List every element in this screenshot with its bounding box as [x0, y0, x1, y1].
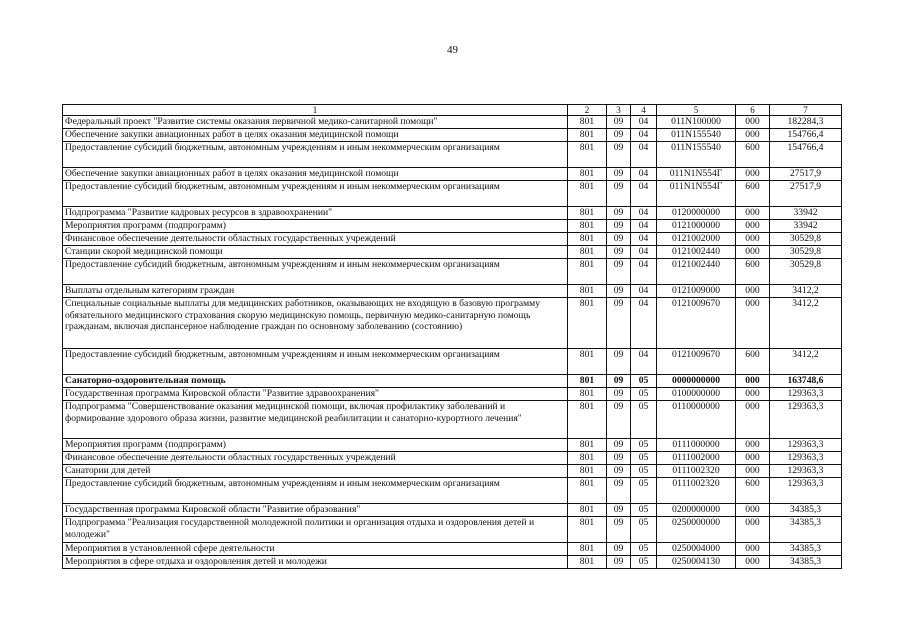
- division-code-cell: 09: [607, 297, 631, 348]
- table-row: [63, 503, 842, 516]
- expense-type-cell: 000: [736, 116, 770, 129]
- target-code-cell: 0111002320: [657, 477, 736, 503]
- amount-cell: 163748,6: [770, 374, 842, 387]
- header-row: [63, 105, 842, 116]
- section-code-cell: 801: [568, 348, 607, 374]
- table-row: [63, 116, 842, 129]
- table-row: [63, 374, 842, 387]
- row-name-cell: Выплаты отдельным категориям граждан: [63, 284, 568, 297]
- expense-type-cell: 000: [736, 219, 770, 232]
- target-code-cell: 011N1N554Г: [657, 180, 736, 206]
- subdivision-code-cell: 05: [631, 438, 657, 451]
- expense-type-cell: 000: [736, 516, 770, 542]
- division-code-cell: 09: [607, 167, 631, 180]
- target-code-cell: 0111002000: [657, 451, 736, 464]
- row-name-cell: Финансовое обеспечение деятельности областных государственных учреждений: [63, 232, 568, 245]
- subdivision-code-cell: 04: [631, 206, 657, 219]
- target-code-cell: 0121009000: [657, 284, 736, 297]
- table-row: [63, 141, 842, 167]
- target-code-cell: 011N1N554Г: [657, 167, 736, 180]
- target-code-cell: 0250000000: [657, 516, 736, 542]
- row-name-cell: Мероприятия программ (подпрограмм): [63, 438, 568, 451]
- table-row: [63, 555, 842, 568]
- division-code-cell: 09: [607, 516, 631, 542]
- division-code-cell: 09: [607, 387, 631, 400]
- expense-type-cell: 000: [736, 245, 770, 258]
- amount-cell: 129363,3: [770, 464, 842, 477]
- division-code-cell: 09: [607, 555, 631, 568]
- row-name-cell: Финансовое обеспечение деятельности областных государственных учреждений: [63, 451, 568, 464]
- amount-cell: 182284,3: [770, 116, 842, 129]
- division-code-cell: 09: [607, 206, 631, 219]
- target-code-cell: 0000000000: [657, 374, 736, 387]
- expense-type-cell: 600: [736, 477, 770, 503]
- target-code-cell: 0120000000: [657, 206, 736, 219]
- amount-cell: 3412,2: [770, 348, 842, 374]
- expense-type-cell: 000: [736, 542, 770, 555]
- division-code-cell: 09: [607, 542, 631, 555]
- table-body: [63, 116, 842, 569]
- table-row: [63, 128, 842, 141]
- target-code-cell: 0121009670: [657, 297, 736, 348]
- target-code-cell: 0250004000: [657, 542, 736, 555]
- table-row: [63, 284, 842, 297]
- row-name-cell: Подпрограмма "Реализация государственной молодежной политики и организация отдыха и оздоровления детей и молодежи": [63, 516, 568, 542]
- subdivision-code-cell: 05: [631, 542, 657, 555]
- target-code-cell: 0121002440: [657, 245, 736, 258]
- row-name-cell: Предоставление субсидий бюджетным, автономным учреждениям и иным некоммерческим организациям: [63, 348, 568, 374]
- row-name-cell: Предоставление субсидий бюджетным, автономным учреждениям и иным некоммерческим организациям: [63, 477, 568, 503]
- section-code-cell: 801: [568, 206, 607, 219]
- target-code-cell: 011N155540: [657, 141, 736, 167]
- target-code-cell: 0200000000: [657, 503, 736, 516]
- subdivision-code-cell: 04: [631, 284, 657, 297]
- expense-type-cell: 000: [736, 438, 770, 451]
- column-header: 7: [770, 105, 842, 116]
- target-code-cell: 0121009670: [657, 348, 736, 374]
- column-header: 2: [568, 105, 607, 116]
- section-code-cell: 801: [568, 232, 607, 245]
- section-code-cell: 801: [568, 477, 607, 503]
- amount-cell: 30529,8: [770, 245, 842, 258]
- amount-cell: 34385,3: [770, 542, 842, 555]
- amount-cell: 34385,3: [770, 516, 842, 542]
- target-code-cell: 0250004130: [657, 555, 736, 568]
- target-code-cell: 0100000000: [657, 387, 736, 400]
- subdivision-code-cell: 04: [631, 219, 657, 232]
- row-name-cell: Специальные социальные выплаты для медицинских работников, оказывающих не входящую в базовую программу обязательного медицинского страхования скорую медицинскую помощь, первичную медико-санитарную помощь гражданам, включая диспансерное наблюдение граждан по основному заболеванию (состоянию): [63, 297, 568, 348]
- table-row: [63, 206, 842, 219]
- section-code-cell: 801: [568, 219, 607, 232]
- division-code-cell: 09: [607, 284, 631, 297]
- division-code-cell: 09: [607, 219, 631, 232]
- target-code-cell: 0121002000: [657, 232, 736, 245]
- amount-cell: 129363,3: [770, 400, 842, 438]
- expense-type-cell: 600: [736, 258, 770, 284]
- table-row: [63, 258, 842, 284]
- page-number: 49: [447, 44, 458, 56]
- section-code-cell: 801: [568, 542, 607, 555]
- section-code-cell: 801: [568, 141, 607, 167]
- table-row: [63, 400, 842, 438]
- section-code-cell: 801: [568, 374, 607, 387]
- subdivision-code-cell: 05: [631, 374, 657, 387]
- row-name-cell: Федеральный проект "Развитие системы оказания первичной медико-санитарной помощи": [63, 116, 568, 129]
- subdivision-code-cell: 05: [631, 464, 657, 477]
- section-code-cell: 801: [568, 128, 607, 141]
- section-code-cell: 801: [568, 503, 607, 516]
- subdivision-code-cell: 04: [631, 245, 657, 258]
- section-code-cell: 801: [568, 167, 607, 180]
- division-code-cell: 09: [607, 451, 631, 464]
- row-name-cell: Подпрограмма "Развитие кадровых ресурсов в здравоохранении": [63, 206, 568, 219]
- section-code-cell: 801: [568, 116, 607, 129]
- row-name-cell: Мероприятия программ (подпрограмм): [63, 219, 568, 232]
- division-code-cell: 09: [607, 245, 631, 258]
- expense-type-cell: 000: [736, 297, 770, 348]
- expense-type-cell: 600: [736, 141, 770, 167]
- expense-type-cell: 000: [736, 374, 770, 387]
- expense-type-cell: 000: [736, 206, 770, 219]
- amount-cell: 129363,3: [770, 451, 842, 464]
- expense-type-cell: 000: [736, 167, 770, 180]
- subdivision-code-cell: 04: [631, 116, 657, 129]
- expense-type-cell: 000: [736, 464, 770, 477]
- expense-type-cell: 000: [736, 284, 770, 297]
- expense-type-cell: 600: [736, 348, 770, 374]
- table-row: [63, 438, 842, 451]
- target-code-cell: 011N155540: [657, 128, 736, 141]
- section-code-cell: 801: [568, 180, 607, 206]
- table-row: [63, 297, 842, 348]
- amount-cell: 3412,2: [770, 284, 842, 297]
- subdivision-code-cell: 05: [631, 451, 657, 464]
- amount-cell: 129363,3: [770, 387, 842, 400]
- column-header: 5: [657, 105, 736, 116]
- row-name-cell: Санаторно-оздоровительная помощь: [63, 374, 568, 387]
- division-code-cell: 09: [607, 438, 631, 451]
- row-name-cell: Предоставление субсидий бюджетным, автономным учреждениям и иным некоммерческим организациям: [63, 180, 568, 206]
- expense-type-cell: 000: [736, 128, 770, 141]
- subdivision-code-cell: 05: [631, 503, 657, 516]
- amount-cell: 129363,3: [770, 438, 842, 451]
- table-row: [63, 180, 842, 206]
- section-code-cell: 801: [568, 387, 607, 400]
- table-row: [63, 348, 842, 374]
- division-code-cell: 09: [607, 477, 631, 503]
- section-code-cell: 801: [568, 297, 607, 348]
- expense-type-cell: 000: [736, 400, 770, 438]
- section-code-cell: 801: [568, 400, 607, 438]
- subdivision-code-cell: 05: [631, 516, 657, 542]
- section-code-cell: 801: [568, 245, 607, 258]
- expense-type-cell: 000: [736, 451, 770, 464]
- table-row: [63, 219, 842, 232]
- division-code-cell: 09: [607, 141, 631, 167]
- division-code-cell: 09: [607, 258, 631, 284]
- expense-type-cell: 000: [736, 555, 770, 568]
- target-code-cell: 0121000000: [657, 219, 736, 232]
- amount-cell: 154766,4: [770, 141, 842, 167]
- section-code-cell: 801: [568, 284, 607, 297]
- column-header: 1: [63, 105, 568, 116]
- row-name-cell: Мероприятия в сфере отдыха и оздоровления детей и молодежи: [63, 555, 568, 568]
- expense-type-cell: 000: [736, 387, 770, 400]
- subdivision-code-cell: 04: [631, 348, 657, 374]
- division-code-cell: 09: [607, 180, 631, 206]
- row-name-cell: Обеспечение закупки авиационных работ в целях оказания медицинской помощи: [63, 167, 568, 180]
- expense-type-cell: 600: [736, 180, 770, 206]
- section-code-cell: 801: [568, 451, 607, 464]
- row-name-cell: Обеспечение закупки авиационных работ в целях оказания медицинской помощи: [63, 128, 568, 141]
- amount-cell: 154766,4: [770, 128, 842, 141]
- division-code-cell: 09: [607, 464, 631, 477]
- division-code-cell: 09: [607, 232, 631, 245]
- table-row: [63, 516, 842, 542]
- row-name-cell: Государственная программа Кировской области "Развитие здравоохранения": [63, 387, 568, 400]
- subdivision-code-cell: 05: [631, 555, 657, 568]
- table-row: [63, 464, 842, 477]
- subdivision-code-cell: 04: [631, 180, 657, 206]
- amount-cell: 34385,3: [770, 555, 842, 568]
- subdivision-code-cell: 04: [631, 141, 657, 167]
- row-name-cell: Подпрограмма "Совершенствование оказания медицинской помощи, включая профилактику заболеваний и формирование здорового образа жизни, развитие медицинской реабилитации и санаторно-курортного лечения": [63, 400, 568, 438]
- division-code-cell: 09: [607, 400, 631, 438]
- subdivision-code-cell: 04: [631, 258, 657, 284]
- table-row: [63, 542, 842, 555]
- division-code-cell: 09: [607, 128, 631, 141]
- row-name-cell: Санатории для детей: [63, 464, 568, 477]
- table-row: [63, 451, 842, 464]
- column-header: 4: [631, 105, 657, 116]
- division-code-cell: 09: [607, 503, 631, 516]
- subdivision-code-cell: 04: [631, 232, 657, 245]
- target-code-cell: 0121002440: [657, 258, 736, 284]
- subdivision-code-cell: 04: [631, 128, 657, 141]
- amount-cell: 3412,2: [770, 297, 842, 348]
- row-name-cell: Государственная программа Кировской области "Развитие образования": [63, 503, 568, 516]
- amount-cell: 30529,8: [770, 258, 842, 284]
- budget-table: [62, 104, 842, 569]
- column-header: 3: [607, 105, 631, 116]
- amount-cell: 129363,3: [770, 477, 842, 503]
- row-name-cell: Мероприятия в установленной сфере деятельности: [63, 542, 568, 555]
- amount-cell: 33942: [770, 219, 842, 232]
- target-code-cell: 011N100000: [657, 116, 736, 129]
- table-row: [63, 387, 842, 400]
- section-code-cell: 801: [568, 258, 607, 284]
- subdivision-code-cell: 04: [631, 167, 657, 180]
- subdivision-code-cell: 04: [631, 297, 657, 348]
- division-code-cell: 09: [607, 348, 631, 374]
- section-code-cell: 801: [568, 438, 607, 451]
- subdivision-code-cell: 05: [631, 400, 657, 438]
- row-name-cell: Предоставление субсидий бюджетным, автономным учреждениям и иным некоммерческим организациям: [63, 258, 568, 284]
- target-code-cell: 0111002320: [657, 464, 736, 477]
- target-code-cell: 0110000000: [657, 400, 736, 438]
- table-row: [63, 167, 842, 180]
- section-code-cell: 801: [568, 555, 607, 568]
- target-code-cell: 0111000000: [657, 438, 736, 451]
- division-code-cell: 09: [607, 374, 631, 387]
- table-row: [63, 245, 842, 258]
- division-code-cell: 09: [607, 116, 631, 129]
- amount-cell: 27517,9: [770, 180, 842, 206]
- section-code-cell: 801: [568, 464, 607, 477]
- table-row: [63, 232, 842, 245]
- subdivision-code-cell: 05: [631, 387, 657, 400]
- amount-cell: 34385,3: [770, 503, 842, 516]
- amount-cell: 30529,8: [770, 232, 842, 245]
- column-header: 6: [736, 105, 770, 116]
- expense-type-cell: 000: [736, 503, 770, 516]
- row-name-cell: Предоставление субсидий бюджетным, автономным учреждениям и иным некоммерческим организациям: [63, 141, 568, 167]
- amount-cell: 33942: [770, 206, 842, 219]
- table-row: [63, 477, 842, 503]
- row-name-cell: Станции скорой медицинской помощи: [63, 245, 568, 258]
- subdivision-code-cell: 05: [631, 477, 657, 503]
- amount-cell: 27517,9: [770, 167, 842, 180]
- expense-type-cell: 000: [736, 232, 770, 245]
- section-code-cell: 801: [568, 516, 607, 542]
